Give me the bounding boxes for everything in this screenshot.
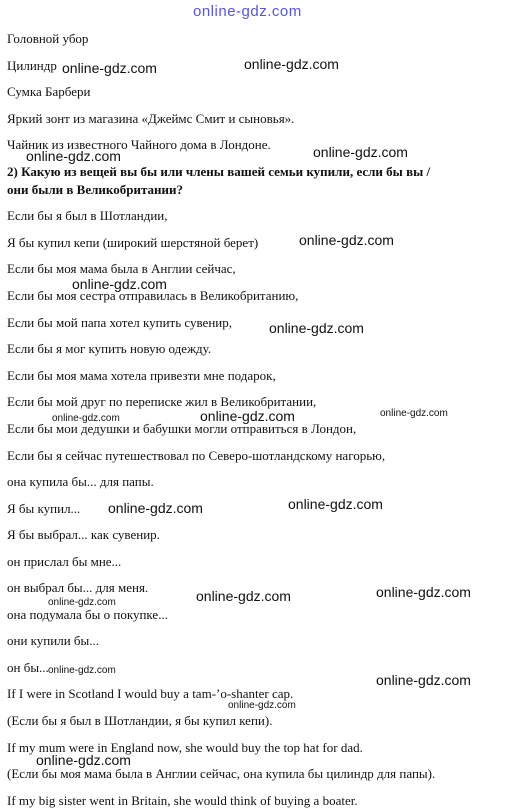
watermark: online-gdz.com	[52, 413, 120, 424]
watermark: online-gdz.com	[376, 672, 471, 688]
text-line: If I were in Scotland I would buy a tam-’o-shanter cap.	[7, 686, 294, 701]
text-line: он выбрал бы... для меня.	[7, 580, 149, 595]
question-heading-cont: они были в Великобритании?	[7, 182, 183, 197]
text-line: Если бы я сейчас путешествовал по Северо-шотландскому нагорью,	[7, 448, 386, 463]
text-line: If my big sister went in Britain, she would think of buying a boater.	[7, 793, 358, 808]
text-line: они купили бы...	[7, 633, 100, 648]
watermark: online-gdz.com	[269, 320, 364, 336]
text-line: Если бы моя сестра отправилась в Великобританию,	[7, 288, 299, 303]
watermark: online-gdz.com	[228, 700, 296, 711]
text-line: он бы...	[7, 660, 49, 675]
text-line: она купила бы... для папы.	[7, 474, 154, 489]
watermark: online-gdz.com	[26, 148, 121, 164]
text-line: Если бы я был в Шотландии,	[7, 208, 168, 223]
text-line: Яркий зонт из магазина «Джеймс Смит и сыновья».	[7, 111, 295, 126]
text-line: он прислал бы мне...	[7, 554, 122, 569]
text-line: (Если бы я был в Шотландии, я бы купил кепи).	[7, 713, 273, 728]
watermark: online-gdz.com	[196, 588, 291, 604]
text-line: Я бы купил...	[7, 501, 81, 516]
watermark: online-gdz.com	[299, 232, 394, 248]
text-line: Головной убор	[7, 31, 89, 46]
text-line: она подумала бы о покупке...	[7, 607, 168, 622]
text-line: Если бы я мог купить новую одежду.	[7, 341, 212, 356]
watermark: online-gdz.com	[62, 60, 157, 76]
watermark: online-gdz.com	[48, 597, 116, 608]
watermark: online-gdz.com	[200, 408, 295, 424]
watermark-top: online-gdz.com	[193, 3, 302, 20]
question-heading: 2) Какую из вещей вы бы или члены вашей семьи купили, если бы вы /	[7, 164, 431, 179]
watermark: online-gdz.com	[244, 56, 339, 72]
text-line: Я бы купил кепи (широкий шерстяной берет)	[7, 235, 259, 250]
text-line: Сумка Барбери	[7, 84, 91, 99]
text-line: If my mum were in England now, she would buy the top hat for dad.	[7, 740, 363, 755]
text-line: Я бы выбрал... как сувенир.	[7, 527, 160, 542]
text-line: (Если бы моя мама была в Англии сейчас, она купила бы цилиндр для папы).	[7, 766, 436, 781]
watermark: online-gdz.com	[72, 276, 167, 292]
text-line: Чайник из известного Чайного дома в Лондоне.	[7, 137, 271, 152]
watermark: online-gdz.com	[380, 408, 448, 419]
watermark: online-gdz.com	[288, 496, 383, 512]
text-line: Если бы мои дедушки и бабушки могли отправиться в Лондон,	[7, 421, 357, 436]
text-line: Если бы мой друг по переписке жил в Великобритании,	[7, 394, 317, 409]
watermark: online-gdz.com	[108, 500, 203, 516]
watermark: online-gdz.com	[376, 584, 471, 600]
watermark: online-gdz.com	[48, 665, 116, 676]
text-line: Если бы мой папа хотел купить сувенир,	[7, 315, 232, 330]
text-line: Цилиндр	[7, 58, 57, 73]
watermark: online-gdz.com	[313, 144, 408, 160]
text-line: Если бы моя мама хотела привезти мне подарок,	[7, 368, 276, 383]
text-line: Если бы моя мама была в Англии сейчас,	[7, 261, 236, 276]
watermark: online-gdz.com	[36, 752, 131, 768]
